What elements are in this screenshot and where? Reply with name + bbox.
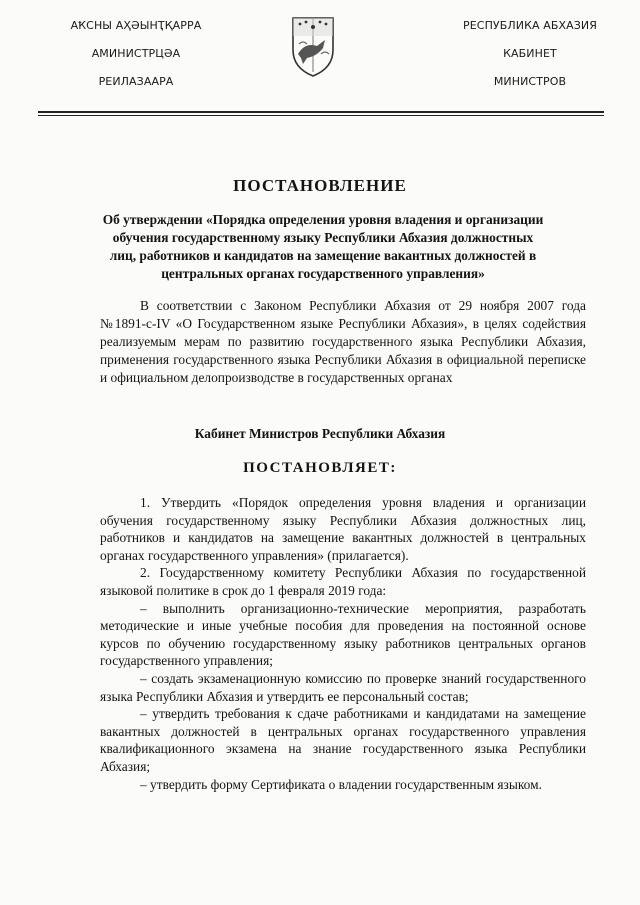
header-left-line-2: АМИНИСТРЦӘА [91,47,181,60]
preamble-text: В соответствии с Законом Республики Абхазия от 29 ноября 2007 года №1891-с-IV «О Государственном языке Республики Абхазия», в целях содействия реализуемым мерам по развитию государственного языка Республики Абхазия, применения государственного языка Республики Абхазия в официальной переписке и официальном делопроизводстве в государственных органах [100,298,586,385]
document-title: ПОСТАНОВЛЕНИЕ [233,176,407,195]
header-right-line-3: МИНИСТРОВ [493,75,567,88]
issuing-body: Кабинет Министров Республики Абхазия [194,426,446,441]
header-left-block [36,12,236,96]
decree-body [100,494,586,793]
header-left-line-1: АҞСНЫ АҲӘЫНҬҚАРРА [70,19,202,32]
decree-paragraph: – утвердить требования к сдаче работниками и кандидатами на замещение вакантных должностей в центральных органах государственного управления квалификационного экзамена на знание государственного языка Республики Абхазия; [100,706,586,774]
document-subtitle: Об утверждении «Порядка определения уровня владения и организации обучения государственному языку Республики Абхазия должностных лиц, работников и кандидатов на замещение вакантных должностей в центральных органах государственного управления» [102,212,544,281]
preamble [100,297,586,387]
decree-paragraph: 2. Государственному комитету Республики Абхазия по государственной языковой политике в срок до 1 февраля 2019 года: [100,565,586,598]
header-left-line-3: РЕИЛАЗААРА [98,75,174,88]
decree-paragraph: 1. Утвердить «Порядок определения уровня владения и организации обучения государственному языку Республики Абхазия должностных лиц, работников и кандидатов на замещение вакантных должностей в центральных органах государственного управления» (прилагается). [100,495,586,563]
header-right-line-2: КАБИНЕТ [503,47,557,60]
header-right-block [440,12,620,96]
decrees-heading: ПОСТАНОВЛЯЕТ: [243,460,397,476]
decree-paragraph: – создать экзаменационную комиссию по проверке знаний государственного языка Республики Абхазия и утвердить ее персональный состав; [100,670,586,704]
state-emblem-icon [287,14,339,78]
header-right-line-1: РЕСПУБЛИКА АБХАЗИЯ [463,19,597,32]
decree-paragraph: – утвердить форму Сертификата о владении государственным языком. [140,776,542,792]
header-divider-thick [38,111,604,113]
decree-paragraph: – выполнить организационно-технические мероприятия, разработать методические и иные учебные пособия для проведения на постоянной основе курсов по обучению государственному языку работников центральных органов государственного управления; [100,600,586,669]
header-divider-thin [38,115,604,116]
